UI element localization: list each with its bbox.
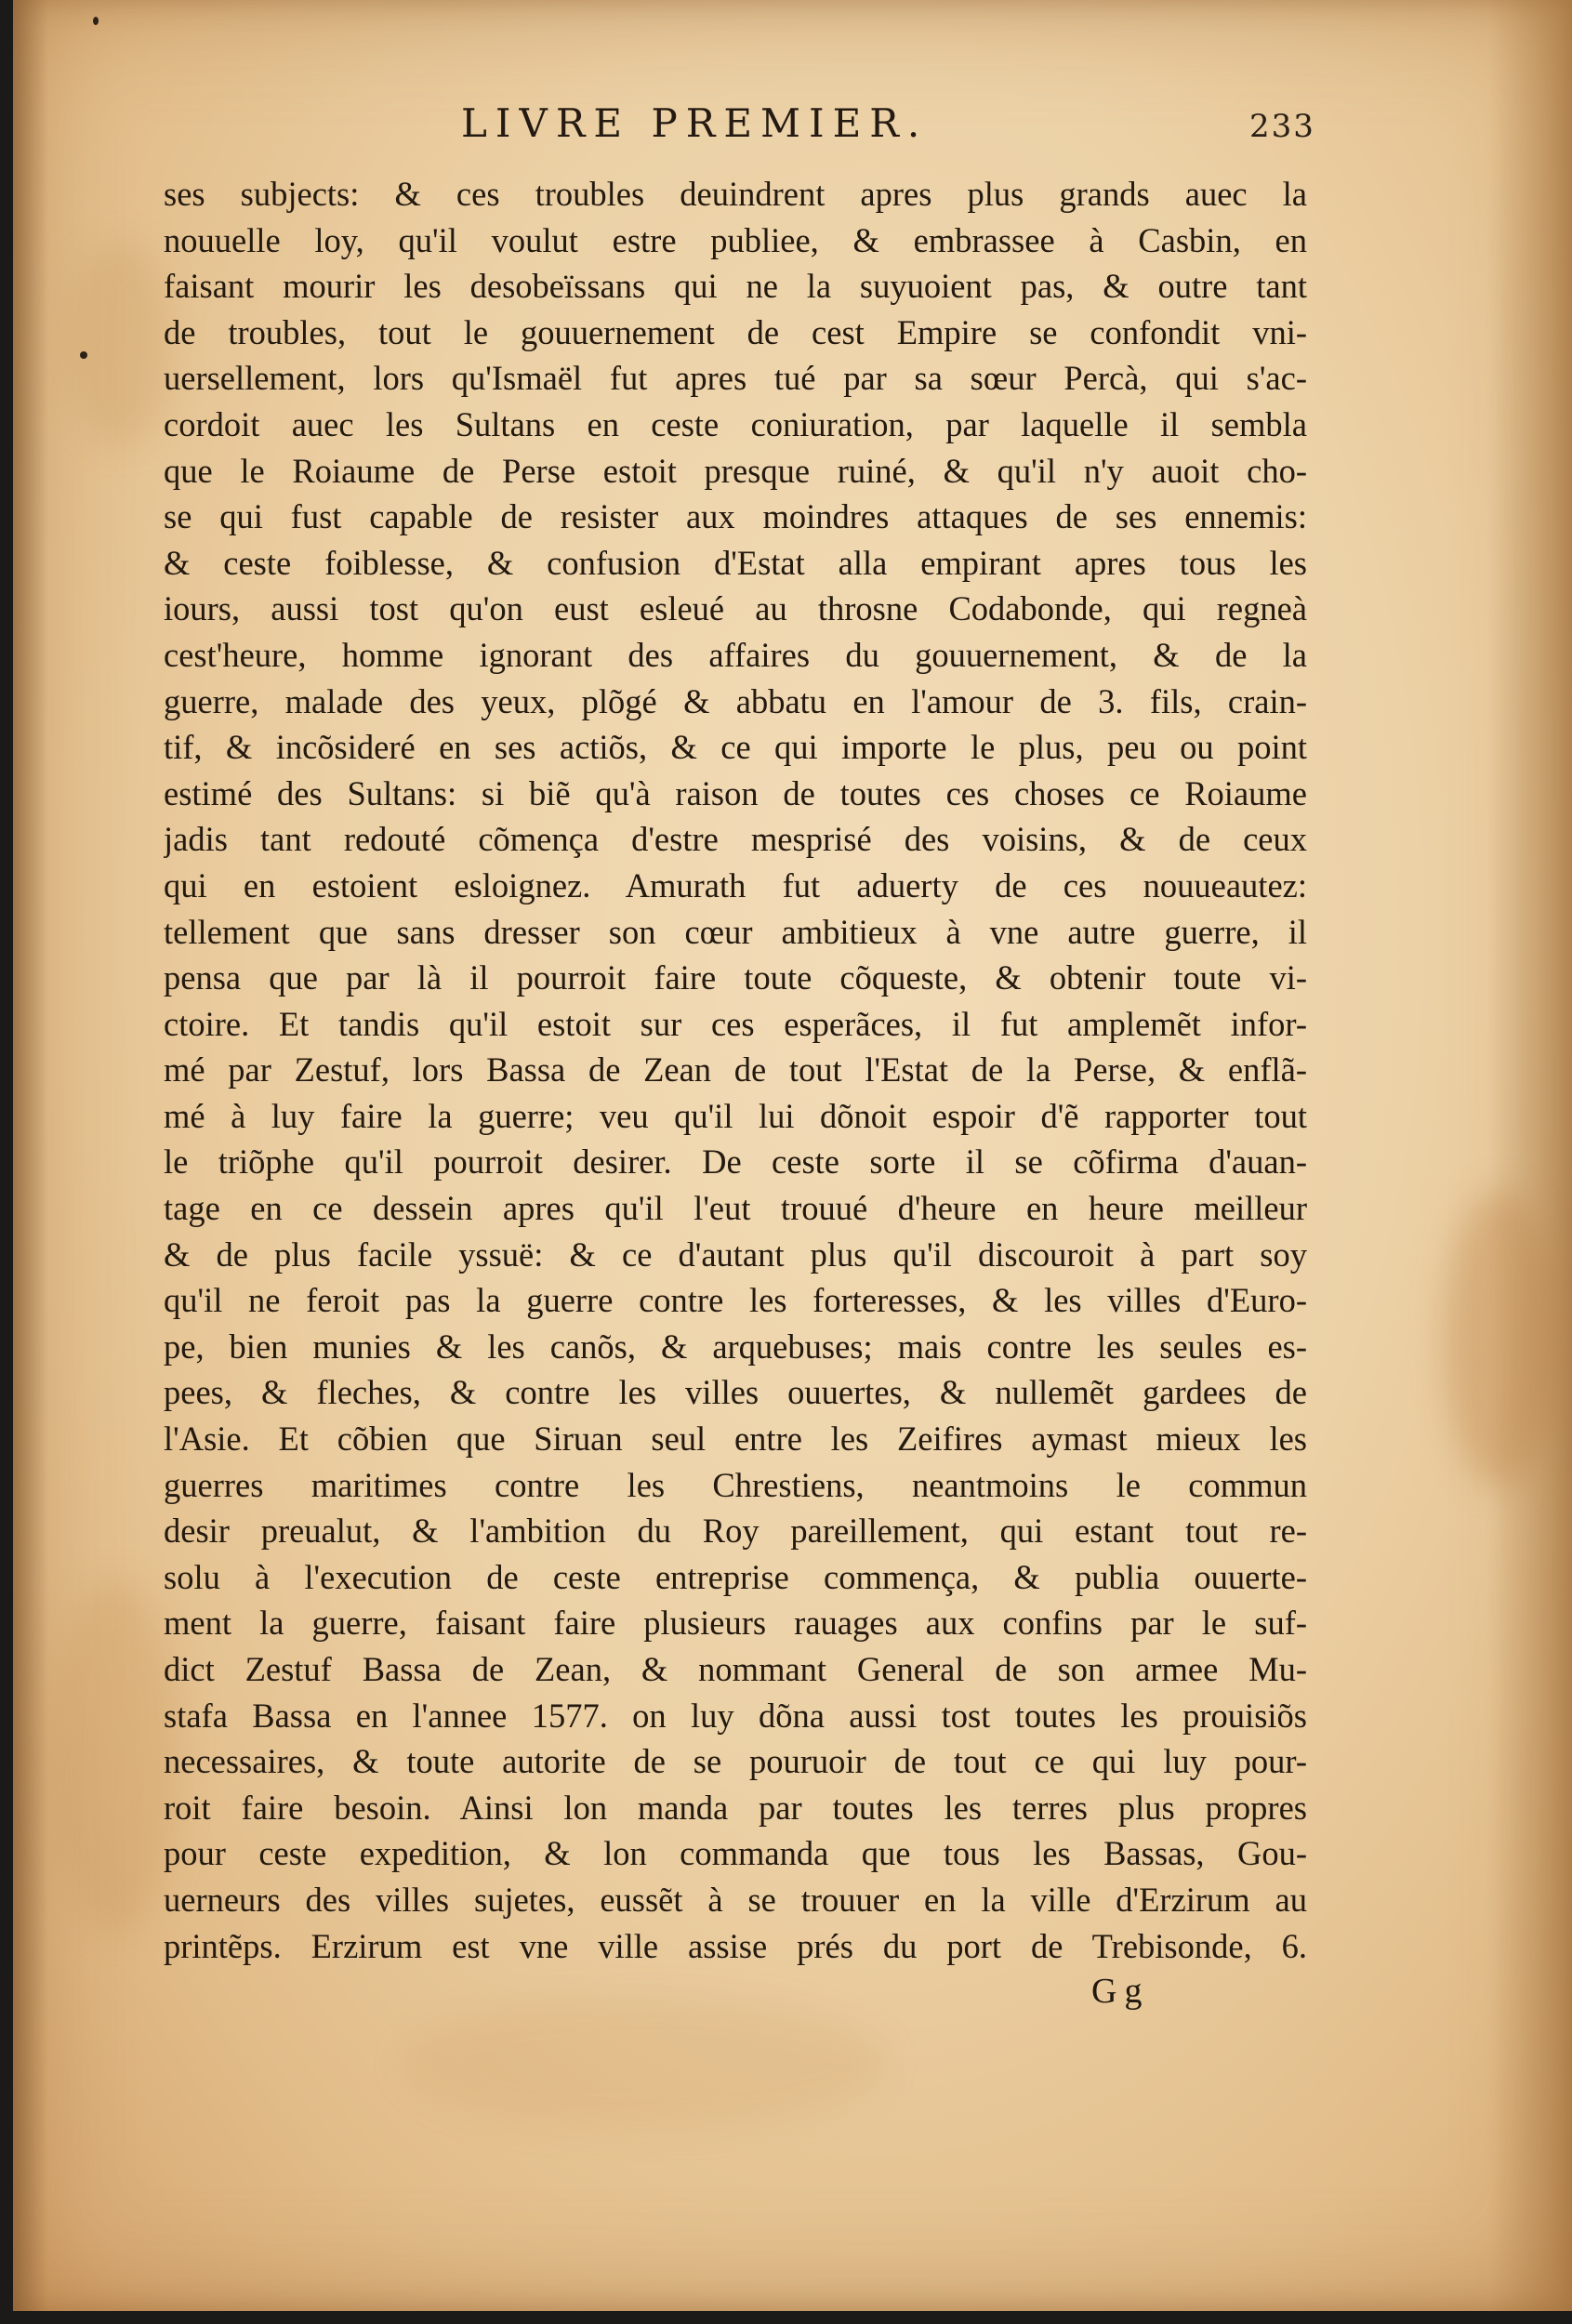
page-number: 233 bbox=[1249, 108, 1315, 145]
running-title: LIVRE PREMIER. bbox=[461, 100, 929, 146]
paper-stain bbox=[1445, 1190, 1556, 1487]
text-line: de troubles, tout le gouuernement de cest Empire se confondit vni- bbox=[164, 312, 1307, 351]
text-line: iours, aussi tost qu'on eust esleué au throsne Codabonde, qui regneà bbox=[164, 589, 1307, 628]
text-line: guerres maritimes contre les Chrestiens, neantmoins le commun bbox=[164, 1465, 1307, 1504]
text-line: pensa que par là il pourroit faire toute cõqueste, & obtenir toute vi- bbox=[164, 958, 1307, 997]
text-line: ctoire. Et tandis qu'il estoit sur ces esperãces, il fut amplemẽt infor- bbox=[164, 1004, 1307, 1043]
text-line: pees, & fleches, & contre les villes ouuertes, & nullemẽt gardees de bbox=[164, 1373, 1307, 1412]
book-page bbox=[13, 0, 1572, 2311]
text-line: ment la guerre, faisant faire plusieurs rauages aux confins par le suf- bbox=[164, 1604, 1307, 1643]
paper-stain bbox=[403, 1999, 887, 2129]
text-line: jadis tant redouté cõmença d'estre mesprisé des voisins, & de ceux bbox=[164, 820, 1307, 859]
text-line: dict Zestuf Bassa de Zean, & nommant General de son armee Mu- bbox=[164, 1650, 1307, 1688]
text-line: l'Asie. Et cõbien que Siruan seul entre les Zeifires aymast mieux les bbox=[164, 1419, 1307, 1459]
paper-stain bbox=[69, 242, 171, 446]
paper-stain bbox=[50, 1580, 180, 1934]
text-line: stafa Bassa en l'annee 1577. on luy dõna aussi tost toutes les prouisiõs bbox=[164, 1696, 1307, 1735]
ink-speck bbox=[80, 351, 87, 359]
text-line: qu'il ne feroit pas la guerre contre les forteresses, & les villes d'Euro- bbox=[164, 1281, 1307, 1320]
text-line: que le Roiaume de Perse estoit presque ruiné, & qu'il n'y auoit cho- bbox=[164, 451, 1307, 490]
text-line: uerneurs des villes sujetes, eussẽt à se trouuer en la ville d'Erzirum au bbox=[164, 1880, 1307, 1919]
page-edge-stain bbox=[1488, 0, 1572, 2311]
text-line: estimé des Sultans: si biẽ qu'à raison de toutes ces choses ce Roiaume bbox=[164, 773, 1307, 812]
running-header bbox=[13, 100, 1314, 165]
body-text bbox=[164, 171, 1307, 1969]
text-line: cordoit auec les Sultans en ceste coniuration, par laquelle il sembla bbox=[164, 404, 1307, 443]
text-line: ses subjects: & ces troubles deuindrent apres plus grands auec la bbox=[164, 175, 1307, 213]
text-line: faisant mourir les desobeïssans qui ne la suyuoient pas, & outre tant bbox=[164, 267, 1307, 306]
text-line: tellement que sans dresser son cœur ambitieux à vne autre guerre, il bbox=[164, 912, 1307, 951]
text-line: pe, bien munies & les canõs, & arquebuses; mais contre les seules es- bbox=[164, 1327, 1307, 1366]
signature-mark: Gg bbox=[1091, 1972, 1150, 2011]
text-line: roit faire besoin. Ainsi lon manda par toutes les terres plus propres bbox=[164, 1788, 1307, 1827]
text-line: mé par Zestuf, lors Bassa de Zean de tout l'Estat de la Perse, & enflã- bbox=[164, 1050, 1307, 1089]
text-line: necessaires, & toute autorite de se pouruoir de tout ce qui luy pour- bbox=[164, 1742, 1307, 1781]
text-line: printẽps. Erzirum est vne ville assise prés du port de Trebisonde, 6. bbox=[164, 1926, 1307, 1965]
text-line: nouuelle loy, qu'il voulut estre publiee, & embrassee à Casbin, en bbox=[164, 220, 1307, 259]
text-line: uersellement, lors qu'Ismaël fut apres tué par sa sœur Percà, qui s'ac- bbox=[164, 359, 1307, 398]
text-line: desir preualut, & l'ambition du Roy pareillement, qui estant tout re- bbox=[164, 1512, 1307, 1551]
text-line: tif, & incõsideré en ses actiõs, & ce qui importe le plus, peu ou point bbox=[164, 728, 1307, 767]
text-line: & ceste foiblesse, & confusion d'Estat alla empirant apres tous les bbox=[164, 543, 1307, 582]
text-line: tage en ce dessein apres qu'il l'eut trouué d'heure en heure meilleur bbox=[164, 1189, 1307, 1228]
text-line: & de plus facile yssuë: & ce d'autant plus qu'il discouroit à part soy bbox=[164, 1235, 1307, 1274]
text-line: cest'heure, homme ignorant des affaires du gouuernement, & de la bbox=[164, 635, 1307, 674]
text-line: pour ceste expedition, & lon commanda que tous les Bassas, Gou- bbox=[164, 1834, 1307, 1873]
text-line: guerre, malade des yeux, plõgé & abbatu en l'amour de 3. fils, crain- bbox=[164, 681, 1307, 720]
text-line: se qui fust capable de resister aux moindres attaques de ses ennemis: bbox=[164, 497, 1307, 536]
text-line: mé à luy faire la guerre; veu qu'il lui dõnoit espoir d'ẽ rapporter tout bbox=[164, 1096, 1307, 1135]
page-gutter-shadow bbox=[13, 0, 48, 2311]
ink-speck bbox=[93, 17, 99, 25]
text-line: le triõphe qu'il pourroit desirer. De ceste sorte il se cõfirma d'auan- bbox=[164, 1142, 1307, 1182]
text-line: qui en estoient esloignez. Amurath fut aduerty de ces nouueautez: bbox=[164, 865, 1307, 905]
text-line: solu à l'execution de ceste entreprise commença, & publia ouuerte- bbox=[164, 1557, 1307, 1596]
